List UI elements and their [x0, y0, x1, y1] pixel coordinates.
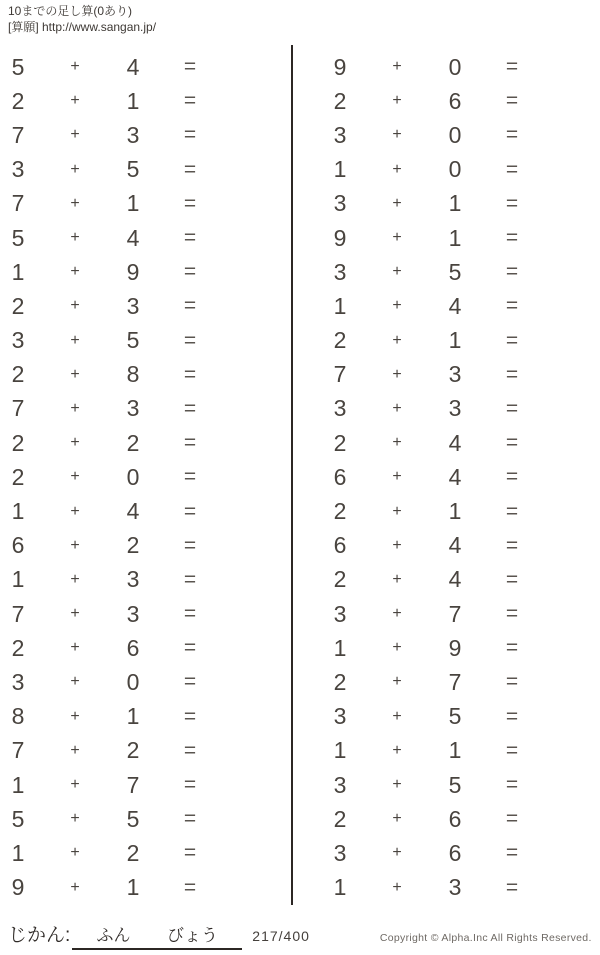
addend-2: 2 — [126, 532, 140, 559]
addend-1: 2 — [11, 87, 25, 114]
equals-sign: = — [183, 431, 197, 455]
addend-1: 2 — [11, 463, 25, 490]
problem-row — [322, 460, 552, 494]
plus-sign: + — [70, 160, 80, 178]
worksheet-title: 10までの足し算(0あり) — [8, 4, 133, 18]
addend-2: 5 — [126, 156, 140, 183]
problem-row — [0, 392, 230, 426]
addend-2: 6 — [448, 87, 462, 114]
equals-sign: = — [183, 841, 197, 865]
addend-1: 2 — [333, 429, 347, 456]
addend-1: 6 — [333, 463, 347, 490]
plus-sign: + — [392, 58, 402, 76]
equals-sign: = — [505, 738, 519, 762]
problem-row — [322, 871, 552, 905]
plus-sign: + — [70, 844, 80, 862]
problem-row — [0, 665, 230, 699]
problem-row — [322, 631, 552, 665]
addend-1: 2 — [333, 566, 347, 593]
addend-1: 1 — [11, 566, 25, 593]
plus-sign: + — [70, 741, 80, 759]
source-url: [算願] http://www.sangan.jp/ — [8, 20, 157, 34]
problem-row — [0, 700, 230, 734]
addend-1: 7 — [11, 190, 25, 217]
plus-sign: + — [70, 673, 80, 691]
plus-sign: + — [392, 707, 402, 725]
problem-row — [0, 494, 230, 528]
addend-1: 2 — [333, 327, 347, 354]
addend-1: 3 — [11, 327, 25, 354]
problem-row — [322, 802, 552, 836]
problem-row — [322, 358, 552, 392]
addend-2: 7 — [448, 668, 462, 695]
addend-1: 7 — [11, 121, 25, 148]
addend-2: 9 — [448, 634, 462, 661]
problem-row — [0, 426, 230, 460]
addend-1: 5 — [11, 53, 25, 80]
plus-sign: + — [392, 844, 402, 862]
addend-2: 1 — [448, 327, 462, 354]
problem-row — [322, 289, 552, 323]
problem-row — [322, 255, 552, 289]
addend-2: 3 — [126, 292, 140, 319]
addend-2: 1 — [448, 498, 462, 525]
problem-row — [0, 221, 230, 255]
equals-sign: = — [505, 773, 519, 797]
addend-2: 0 — [126, 463, 140, 490]
problem-row — [322, 118, 552, 152]
addend-2: 0 — [126, 668, 140, 695]
addend-2: 8 — [126, 361, 140, 388]
addend-2: 4 — [448, 292, 462, 319]
addend-1: 1 — [333, 156, 347, 183]
plus-sign: + — [392, 434, 402, 452]
addend-2: 2 — [126, 429, 140, 456]
addend-1: 3 — [11, 156, 25, 183]
plus-sign: + — [70, 92, 80, 110]
problem-row — [0, 597, 230, 631]
plus-sign: + — [392, 570, 402, 588]
plus-sign: + — [392, 229, 402, 247]
problem-row — [322, 563, 552, 597]
addend-2: 2 — [126, 737, 140, 764]
footer — [8, 920, 596, 950]
problem-row — [322, 700, 552, 734]
problem-row — [0, 836, 230, 870]
addend-2: 5 — [448, 771, 462, 798]
plus-sign: + — [70, 229, 80, 247]
problem-row — [322, 529, 552, 563]
problem-row — [322, 221, 552, 255]
plus-sign: + — [70, 263, 80, 281]
time-label: じかん: — [8, 925, 71, 946]
equals-sign: = — [183, 123, 197, 147]
plus-sign: + — [70, 365, 80, 383]
addend-1: 3 — [333, 703, 347, 730]
plus-sign: + — [70, 605, 80, 623]
addend-2: 3 — [126, 395, 140, 422]
addend-1: 3 — [11, 668, 25, 695]
equals-sign: = — [505, 807, 519, 831]
problem-row — [322, 392, 552, 426]
equals-sign: = — [183, 294, 197, 318]
problem-row — [0, 358, 230, 392]
addend-2: 4 — [448, 566, 462, 593]
equals-sign: = — [183, 465, 197, 489]
equals-sign: = — [183, 396, 197, 420]
equals-sign: = — [505, 396, 519, 420]
addend-1: 6 — [11, 532, 25, 559]
addend-2: 5 — [448, 703, 462, 730]
equals-sign: = — [505, 362, 519, 386]
addend-1: 7 — [333, 361, 347, 388]
equals-sign: = — [505, 533, 519, 557]
addend-1: 9 — [333, 224, 347, 251]
addend-1: 3 — [333, 190, 347, 217]
plus-sign: + — [70, 502, 80, 520]
equals-sign: = — [505, 636, 519, 660]
problem-row — [322, 597, 552, 631]
plus-sign: + — [70, 707, 80, 725]
column-divider — [291, 45, 293, 905]
problem-row — [322, 187, 552, 221]
equals-sign: = — [505, 875, 519, 899]
problem-row — [0, 802, 230, 836]
plus-sign: + — [392, 160, 402, 178]
plus-sign: + — [392, 878, 402, 896]
addend-1: 1 — [333, 634, 347, 661]
plus-sign: + — [392, 194, 402, 212]
problem-row — [0, 460, 230, 494]
problem-row — [0, 187, 230, 221]
addend-2: 3 — [448, 874, 462, 901]
equals-sign: = — [183, 636, 197, 660]
problem-row — [322, 153, 552, 187]
equals-sign: = — [505, 670, 519, 694]
plus-sign: + — [70, 810, 80, 828]
problem-row — [0, 255, 230, 289]
equals-sign: = — [505, 431, 519, 455]
time-answer-blank — [72, 921, 242, 950]
addend-1: 9 — [333, 53, 347, 80]
problem-row — [0, 631, 230, 665]
problem-row — [0, 324, 230, 358]
addend-1: 1 — [333, 292, 347, 319]
addend-2: 3 — [448, 361, 462, 388]
addend-1: 8 — [11, 703, 25, 730]
addend-1: 7 — [11, 737, 25, 764]
copyright-notice: Copyright © Alpha.Inc All Rights Reserved. — [379, 932, 592, 944]
addend-1: 1 — [11, 771, 25, 798]
addend-1: 3 — [333, 258, 347, 285]
plus-sign: + — [70, 639, 80, 657]
seconds-label: びょう — [167, 926, 219, 945]
addend-1: 3 — [333, 600, 347, 627]
equals-sign: = — [183, 157, 197, 181]
worksheet-header — [8, 4, 156, 35]
problem-row — [0, 50, 230, 84]
addend-2: 3 — [126, 566, 140, 593]
addend-2: 6 — [126, 634, 140, 661]
problem-row — [0, 768, 230, 802]
equals-sign: = — [505, 157, 519, 181]
equals-sign: = — [505, 191, 519, 215]
plus-sign: + — [70, 297, 80, 315]
equals-sign: = — [183, 567, 197, 591]
addend-2: 1 — [448, 224, 462, 251]
plus-sign: + — [70, 126, 80, 144]
problem-row — [0, 84, 230, 118]
addend-1: 1 — [333, 874, 347, 901]
equals-sign: = — [183, 226, 197, 250]
problem-row — [322, 50, 552, 84]
addend-1: 9 — [11, 874, 25, 901]
addend-1: 3 — [333, 121, 347, 148]
plus-sign: + — [70, 434, 80, 452]
equals-sign: = — [505, 499, 519, 523]
equals-sign: = — [505, 123, 519, 147]
addend-1: 2 — [11, 292, 25, 319]
addend-2: 0 — [448, 156, 462, 183]
addend-1: 7 — [11, 395, 25, 422]
addend-1: 5 — [11, 805, 25, 832]
problem-row — [322, 734, 552, 768]
addend-2: 1 — [126, 190, 140, 217]
addend-2: 3 — [126, 600, 140, 627]
problem-row — [0, 118, 230, 152]
addend-2: 3 — [448, 395, 462, 422]
equals-sign: = — [505, 294, 519, 318]
equals-sign: = — [183, 738, 197, 762]
plus-sign: + — [392, 673, 402, 691]
plus-sign: + — [392, 126, 402, 144]
addend-2: 4 — [126, 498, 140, 525]
addend-1: 1 — [333, 737, 347, 764]
addend-2: 1 — [126, 703, 140, 730]
plus-sign: + — [392, 92, 402, 110]
problem-row — [0, 529, 230, 563]
plus-sign: + — [392, 502, 402, 520]
problem-row — [0, 871, 230, 905]
plus-sign: + — [392, 776, 402, 794]
problem-row — [0, 734, 230, 768]
addend-2: 9 — [126, 258, 140, 285]
addend-2: 1 — [126, 874, 140, 901]
equals-sign: = — [183, 362, 197, 386]
equals-sign: = — [183, 260, 197, 284]
plus-sign: + — [392, 810, 402, 828]
problem-row — [322, 768, 552, 802]
addend-1: 2 — [333, 805, 347, 832]
problem-row — [322, 836, 552, 870]
addend-1: 3 — [333, 839, 347, 866]
addend-2: 1 — [126, 87, 140, 114]
equals-sign: = — [505, 567, 519, 591]
plus-sign: + — [70, 331, 80, 349]
problem-row — [0, 153, 230, 187]
addend-2: 4 — [126, 224, 140, 251]
page-number: 217/400 — [252, 928, 310, 944]
addend-2: 1 — [448, 190, 462, 217]
problems-column-left — [0, 50, 230, 905]
equals-sign: = — [183, 773, 197, 797]
equals-sign: = — [505, 704, 519, 728]
equals-sign: = — [183, 704, 197, 728]
addend-1: 1 — [11, 258, 25, 285]
addend-1: 1 — [11, 498, 25, 525]
addend-1: 1 — [11, 839, 25, 866]
problem-row — [0, 289, 230, 323]
addend-1: 2 — [11, 634, 25, 661]
plus-sign: + — [70, 194, 80, 212]
problems-column-right — [322, 50, 552, 905]
plus-sign: + — [70, 468, 80, 486]
addend-1: 2 — [333, 87, 347, 114]
addend-1: 3 — [333, 771, 347, 798]
problem-row — [322, 324, 552, 358]
plus-sign: + — [392, 605, 402, 623]
plus-sign: + — [70, 776, 80, 794]
equals-sign: = — [505, 55, 519, 79]
plus-sign: + — [70, 878, 80, 896]
plus-sign: + — [70, 58, 80, 76]
equals-sign: = — [183, 670, 197, 694]
problem-row — [322, 84, 552, 118]
equals-sign: = — [183, 328, 197, 352]
plus-sign: + — [392, 331, 402, 349]
addend-2: 0 — [448, 53, 462, 80]
equals-sign: = — [183, 875, 197, 899]
plus-sign: + — [392, 639, 402, 657]
equals-sign: = — [183, 89, 197, 113]
plus-sign: + — [70, 570, 80, 588]
minutes-label: ふん — [96, 926, 131, 945]
addend-1: 7 — [11, 600, 25, 627]
addend-2: 2 — [126, 839, 140, 866]
equals-sign: = — [505, 465, 519, 489]
equals-sign: = — [505, 602, 519, 626]
equals-sign: = — [505, 328, 519, 352]
plus-sign: + — [392, 263, 402, 281]
addend-2: 0 — [448, 121, 462, 148]
plus-sign: + — [392, 365, 402, 383]
addend-2: 5 — [448, 258, 462, 285]
equals-sign: = — [183, 807, 197, 831]
addend-2: 6 — [448, 839, 462, 866]
equals-sign: = — [183, 499, 197, 523]
addend-2: 5 — [126, 327, 140, 354]
plus-sign: + — [70, 536, 80, 554]
addend-2: 4 — [448, 463, 462, 490]
problem-row — [0, 563, 230, 597]
equals-sign: = — [183, 191, 197, 215]
plus-sign: + — [392, 468, 402, 486]
addend-2: 4 — [448, 532, 462, 559]
addend-1: 3 — [333, 395, 347, 422]
addend-2: 1 — [448, 737, 462, 764]
addend-1: 2 — [11, 429, 25, 456]
plus-sign: + — [392, 399, 402, 417]
plus-sign: + — [392, 741, 402, 759]
addend-2: 5 — [126, 805, 140, 832]
equals-sign: = — [505, 260, 519, 284]
problem-row — [322, 665, 552, 699]
addend-2: 4 — [448, 429, 462, 456]
plus-sign: + — [392, 536, 402, 554]
addend-2: 6 — [448, 805, 462, 832]
plus-sign: + — [392, 297, 402, 315]
addend-1: 2 — [11, 361, 25, 388]
equals-sign: = — [505, 226, 519, 250]
equals-sign: = — [505, 89, 519, 113]
equals-sign: = — [505, 841, 519, 865]
problem-row — [322, 494, 552, 528]
equals-sign: = — [183, 602, 197, 626]
addend-2: 3 — [126, 121, 140, 148]
problem-row — [322, 426, 552, 460]
addend-2: 7 — [126, 771, 140, 798]
addend-1: 6 — [333, 532, 347, 559]
equals-sign: = — [183, 533, 197, 557]
addend-2: 4 — [126, 53, 140, 80]
equals-sign: = — [183, 55, 197, 79]
addend-1: 2 — [333, 498, 347, 525]
addend-2: 7 — [448, 600, 462, 627]
plus-sign: + — [70, 399, 80, 417]
addend-1: 5 — [11, 224, 25, 251]
addend-1: 2 — [333, 668, 347, 695]
